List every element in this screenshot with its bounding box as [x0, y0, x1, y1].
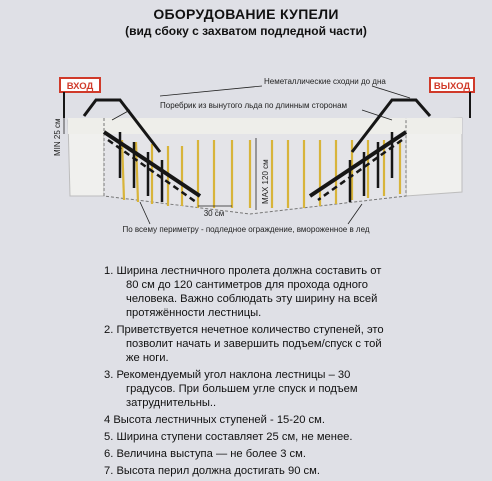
pool-water — [104, 134, 406, 214]
label-spacing: 30 см — [203, 209, 225, 218]
exit-sign-label: ВЫХОД — [433, 81, 471, 92]
entry-sign-label: ВХОД — [66, 81, 94, 92]
page-subtitle: (вид сбоку с захватом подледной части) — [125, 24, 367, 38]
label-min-depth: MIN 25 см — [53, 118, 62, 156]
label-ladders: Неметаллические сходни до дна — [264, 77, 386, 86]
rule-item-2: 2. Приветствуется нечетное количество ступеней, это позволит начать и завершить подъем/спуск с той же ноги. — [104, 324, 384, 364]
rule-item-6: 6. Величина выступа — не более 3 см. — [104, 448, 306, 460]
label-max-depth: MAX 120 см — [261, 159, 270, 204]
page-title: ОБОРУДОВАНИЕ КУПЕЛИ — [153, 6, 339, 22]
rule-item-3: 3. Рекомендуемый угол наклона лестницы – 30 градусов. При большем угле спуск и подъем затруднительны.. — [104, 369, 358, 409]
label-fence-leader-right — [348, 204, 362, 224]
rule-item-7: 7. Высота перил должна достигать 90 см. — [104, 465, 320, 477]
rule-item-1: 1. Ширина лестничного пролета должна составить от 80 см до 120 сантиметров для прохода одного человека. Важно соблюдать эту ширину на всей протяжённости лестницы. — [104, 265, 382, 319]
rule-item-5: 5. Ширина ступени составляет 25 см, не менее. — [104, 431, 353, 443]
label-border: Поребрик из вынутого льда по длинным сторонам — [160, 101, 348, 110]
rule-item-4: 4 Высота лестничных ступеней - 15-20 см. — [104, 414, 325, 426]
label-fence-leader — [140, 202, 150, 224]
label-ladders-leader-right — [372, 86, 410, 98]
label-ladders-leader — [160, 86, 262, 96]
ice-top-border — [68, 118, 462, 134]
entry-sign — [60, 78, 100, 118]
exit-sign — [430, 78, 474, 118]
label-fence: По всему периметру - подледное ограждение, вмороженное в лед — [122, 225, 370, 234]
rules-list — [104, 264, 484, 481]
